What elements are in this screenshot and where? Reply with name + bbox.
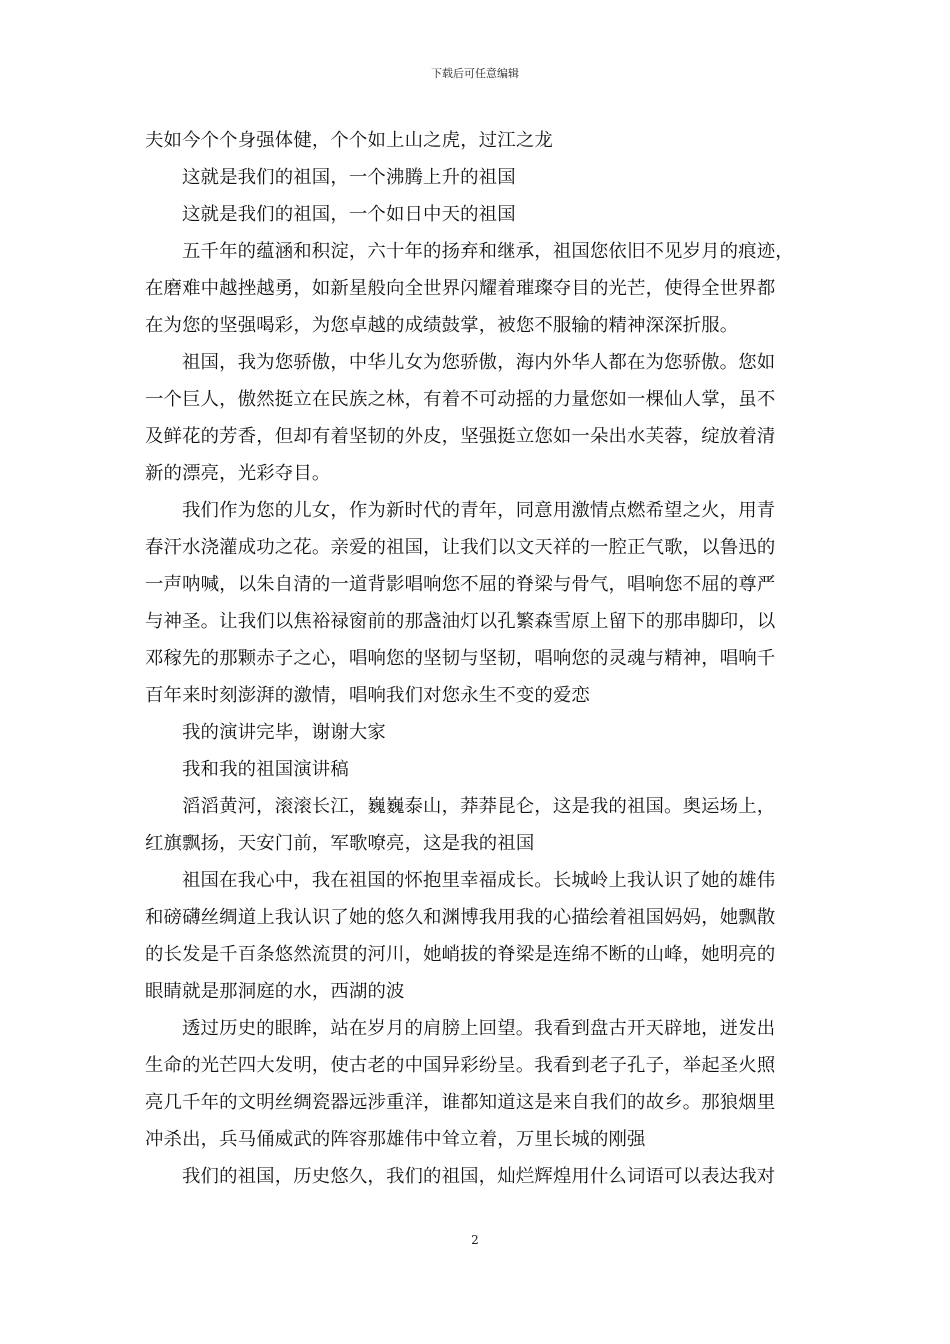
text-line: 春汗水浇灌成功之花。亲爱的祖国，让我们以文天祥的一腔正气歌，以鲁迅的 xyxy=(145,537,776,558)
paragraph xyxy=(145,159,810,196)
text-line: 我和我的祖国演讲稿 xyxy=(182,759,349,780)
paragraph xyxy=(145,1010,810,1158)
paragraph xyxy=(145,233,810,344)
text-line: 及鲜花的芳香，但却有着坚韧的外皮，坚强挺立您如一朵出水芙蓉，绽放着清 xyxy=(145,426,776,447)
text-line: 邓稼先的那颗赤子之心，唱响您的坚韧与坚韧，唱响您的灵魂与精神，唱响千 xyxy=(145,648,776,669)
paragraph xyxy=(145,122,810,159)
paragraph xyxy=(145,788,810,862)
paragraph xyxy=(145,751,810,788)
text-line: 与神圣。让我们以焦裕禄窗前的那盏油灯以孔繁森雪原上留下的那串脚印，以 xyxy=(145,611,776,632)
text-line: 红旗飘扬，天安门前，军歌嘹亮，这是我的祖国 xyxy=(145,833,535,854)
text-line: 亮几千年的文明丝绸瓷器远涉重洋，谁都知道这是来自我们的故乡。那狼烟里 xyxy=(145,1092,776,1113)
paragraph xyxy=(145,196,810,233)
text-line: 眼睛就是那洞庭的水，西湖的波 xyxy=(145,981,405,1002)
paragraph xyxy=(145,1158,810,1195)
text-line: 在磨难中越挫越勇，如新星般向全世界闪耀着璀璨夺目的光芒，使得全世界都 xyxy=(145,278,776,299)
text-line: 一个巨人，傲然挺立在民族之林，有着不可动摇的力量您如一棵仙人掌，虽不 xyxy=(145,389,776,410)
text-line: 透过历史的眼眸，站在岁月的肩膀上回望。我看到盘古开天辟地，迸发出 xyxy=(182,1018,776,1039)
paragraph xyxy=(145,492,810,714)
text-line: 五千年的蕴涵和积淀，六十年的扬弃和继承，祖国您依旧不见岁月的痕迹， xyxy=(182,241,794,262)
text-line: 我的演讲完毕，谢谢大家 xyxy=(182,722,386,743)
document-body xyxy=(145,122,810,1195)
paragraph xyxy=(145,714,810,751)
paragraph xyxy=(145,862,810,1010)
text-line: 这就是我们的祖国，一个沸腾上升的祖国 xyxy=(182,167,516,188)
text-line: 祖国，我为您骄傲，中华儿女为您骄傲，海内外华人都在为您骄傲。您如 xyxy=(182,352,776,373)
text-line: 我们作为您的儿女，作为新时代的青年，同意用激情点燃希望之火，用青 xyxy=(182,500,776,521)
text-line: 在为您的坚强喝彩，为您卓越的成绩鼓掌，被您不服输的精神深深折服。 xyxy=(145,315,739,336)
page-header: 下载后可任意编辑 xyxy=(431,67,519,80)
text-line: 我们的祖国，历史悠久，我们的祖国，灿烂辉煌用什么词语可以表达我对 xyxy=(182,1166,776,1187)
text-line: 的长发是千百条悠然流贯的河川，她峭拔的脊梁是连绵不断的山峰，她明亮的 xyxy=(145,944,776,965)
text-line: 一声呐喊，以朱自清的一道背影唱响您不屈的脊梁与骨气，唱响您不屈的尊严 xyxy=(145,574,776,595)
text-line: 和磅礴丝绸道上我认识了她的悠久和渊博我用我的心描绘着祖国妈妈，她飘散 xyxy=(145,907,776,928)
text-line: 百年来时刻澎湃的激情，唱响我们对您永生不变的爱恋 xyxy=(145,685,590,706)
paragraph xyxy=(145,344,810,492)
text-line: 生命的光芒四大发明，使古老的中国异彩纷呈。我看到老子孔子，举起圣火照 xyxy=(145,1055,776,1076)
text-line: 夫如今个个身强体健，个个如上山之虎，过江之龙 xyxy=(145,130,553,151)
text-line: 冲杀出，兵马俑威武的阵容那雄伟中耸立着，万里长城的刚强 xyxy=(145,1129,646,1150)
text-line: 滔滔黄河，滚滚长江，巍巍泰山，莽莽昆仑，这是我的祖国。奥运场上， xyxy=(182,796,776,817)
page-number: 2 xyxy=(471,1233,479,1247)
text-line: 新的漂亮，光彩夺目。 xyxy=(145,463,331,484)
text-line: 祖国在我心中，我在祖国的怀抱里幸福成长。长城岭上我认识了她的雄伟 xyxy=(182,870,776,891)
text-line: 这就是我们的祖国，一个如日中天的祖国 xyxy=(182,204,516,225)
